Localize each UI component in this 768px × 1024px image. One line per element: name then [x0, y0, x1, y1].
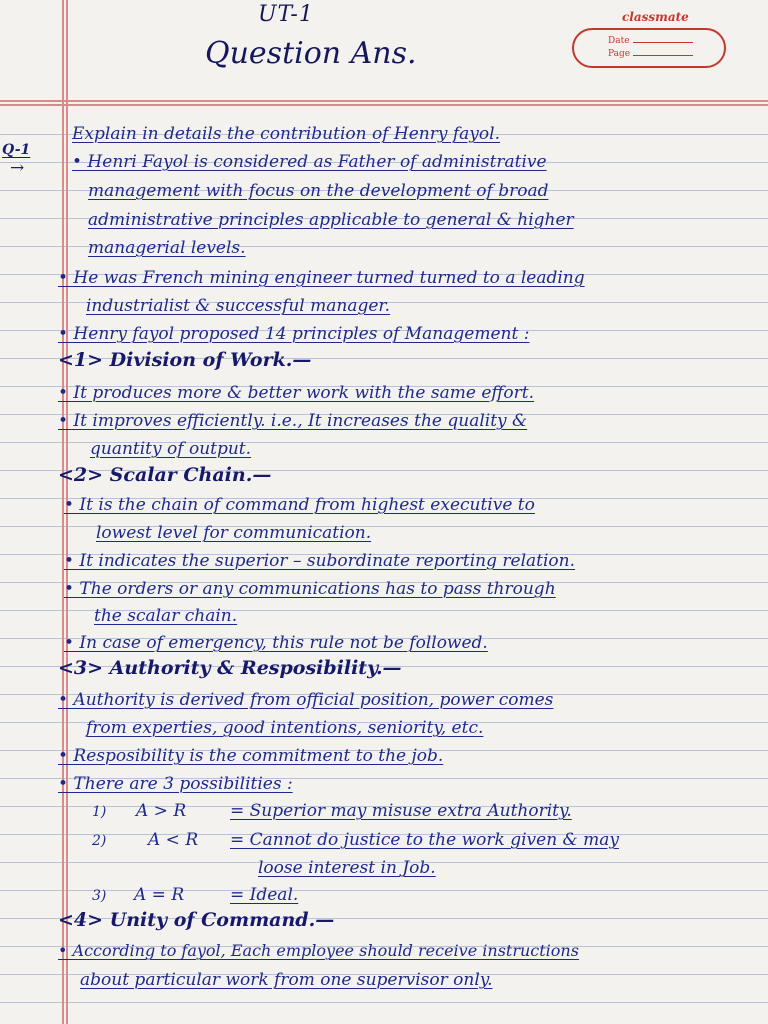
principle2-bullet2: • It indicates the superior – subordinate reporting relation.	[64, 551, 576, 571]
possibility1-number: 1)	[92, 804, 107, 820]
possibility3-text: = Ideal.	[230, 885, 299, 905]
brand-stamp	[572, 10, 728, 68]
principle1-heading: <1> Division of Work.—	[58, 349, 312, 371]
principle3-bullet2: • Resposibility is the commitment to the job.	[58, 746, 444, 766]
principle3-heading: <3> Authority & Resposibility.—	[58, 657, 402, 679]
possibility1-expression: A > R	[136, 801, 187, 821]
intro-p3-line1: • Henry fayol proposed 14 principles of Management :	[58, 324, 530, 344]
principle1-bullet1: • It produces more & better work with the same effort.	[58, 383, 535, 403]
possibility2-number: 2)	[92, 833, 107, 849]
header-rule-2	[0, 104, 768, 106]
intro-p1-line4: managerial levels.	[88, 238, 246, 258]
intro-p2-line1: • He was French mining engineer turned turned to a leading	[58, 268, 585, 288]
page-label: Page	[608, 49, 631, 59]
date-field	[608, 36, 693, 46]
possibility2-expression: A < R	[148, 830, 199, 850]
brand-logo: classmate	[622, 10, 689, 24]
possibility3-number: 3)	[92, 888, 107, 904]
possibility2-text-line2: loose interest in Job.	[258, 858, 436, 878]
answer-arrow: →	[10, 158, 25, 178]
principle2-bullet3-line1: • The orders or any communications has to pass through	[64, 579, 556, 599]
possibility1-text: = Superior may misuse extra Authority.	[230, 801, 572, 821]
possibility2-text-line1: = Cannot do justice to the work given & may	[230, 830, 619, 850]
possibility3-expression: A = R	[134, 885, 185, 905]
page-title: Question Ans.	[205, 36, 417, 71]
principle3-bullet1-line2: from experties, good intentions, seniority, etc.	[86, 718, 484, 738]
question-text: Explain in details the contribution of Henry fayol.	[72, 124, 500, 144]
principle2-bullet1-line2: lowest level for communication.	[96, 523, 372, 543]
page-field	[608, 49, 693, 59]
principle4-heading: <4> Unity of Command.—	[58, 909, 335, 931]
principle4-bullet1-line1: • According to fayol, Each employee should receive instructions	[58, 941, 579, 960]
intro-p1-line3: administrative principles applicable to general & higher	[88, 210, 574, 230]
principle1-bullet2-line1: • It improves efficiently. i.e., It increases the quality &	[58, 411, 528, 431]
principle2-bullet3-line2: the scalar chain.	[94, 606, 238, 626]
intro-p1-line1: • Henri Fayol is considered as Father of administrative	[72, 152, 547, 172]
date-label: Date	[608, 36, 630, 46]
question-label: Q-1	[2, 142, 31, 158]
principle3-bullet1-line1: • Authority is derived from official position, power comes	[58, 690, 554, 710]
header-rule-1	[0, 100, 768, 102]
principle2-bullet4: • In case of emergency, this rule not be followed.	[64, 633, 488, 653]
principle4-bullet1-line2: about particular work from one supervisor only.	[80, 970, 493, 990]
principle3-bullet3: • There are 3 possibilities :	[58, 774, 293, 794]
principle2-heading: <2> Scalar Chain.—	[58, 464, 272, 486]
intro-p2-line2: industrialist & successful manager.	[86, 296, 391, 316]
unit-test-label: UT-1	[258, 2, 314, 27]
principle1-bullet2-line2: quantity of output.	[90, 439, 252, 459]
principle2-bullet1-line1: • It is the chain of command from highest executive to	[64, 495, 535, 515]
brand-oval	[572, 28, 726, 68]
intro-p1-line2: management with focus on the development of broad	[88, 181, 549, 201]
